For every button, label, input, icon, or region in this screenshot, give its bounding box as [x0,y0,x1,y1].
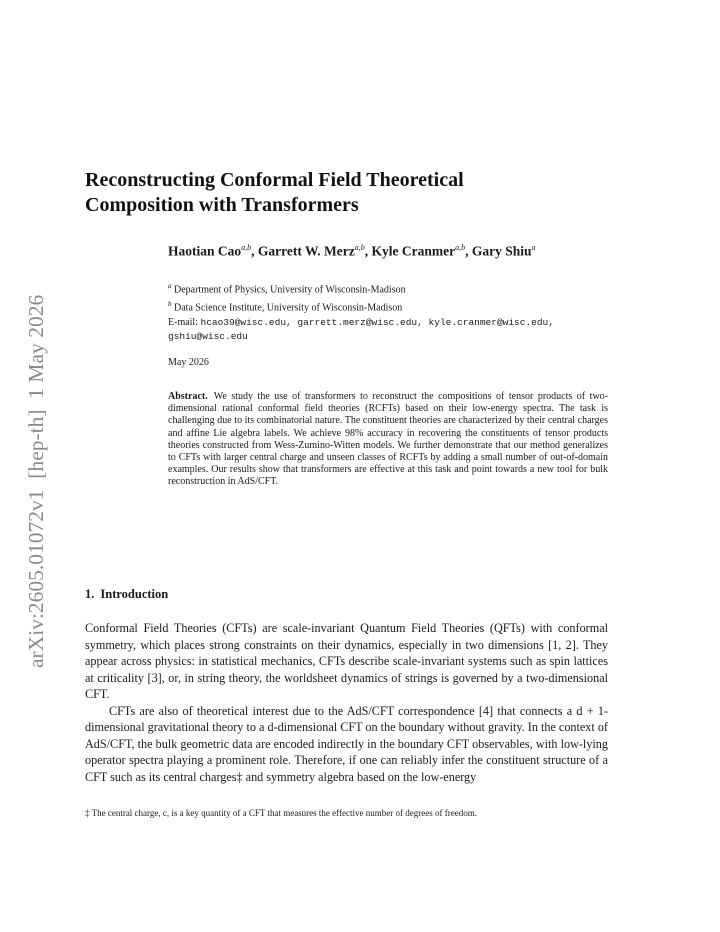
section-heading [85,587,168,602]
footnote: ‡ The central charge, c, is a key quantity of a CFT that measures the effective number of degrees of freedom. [85,808,477,818]
affiliations [168,279,608,316]
body-text [85,620,608,785]
arxiv-identifier-stamp [14,258,54,678]
section-number: 1. [85,587,95,601]
affiliation-text: Department of Physics, University of Wisconsin-Madison [174,284,406,296]
arxiv-id-text: arXiv:2605.01072v1 [hep-th] 1 May 2026 [24,294,48,668]
affiliation-item [168,279,608,297]
email-addresses: hcao39@wisc.edu, garrett.merz@wisc.edu, kyle.cranmer@wisc.edu, gshiu@wisc.edu [168,317,554,342]
abstract [168,391,608,489]
abstract-heading: Abstract. [168,391,208,402]
affiliation-mark: b [168,300,172,309]
title-line-2: Composition with Transformers [85,194,359,216]
affiliation-item [168,297,608,315]
author-name: Garrett W. Merz [257,243,355,259]
author-affil-mark: a,b [354,243,365,252]
author-affil-mark: a,b [241,243,252,252]
paragraph: CFTs are also of theoretical interest due to the AdS/CFT correspondence [4] that connects a d + 1-dimensional gravitational theory to a d-dimensional CFT on the boundary without gravity. In the context of AdS/CFT, the bulk geometric data are encoded indirectly in the boundary CFT observables, with low-lying operator spectra playing a prominent role. Therefore, if one can reliably infer the constituent structure of a CFT such as its central charges‡ and symmetry algebra based on the low-energy [85,703,608,784]
author-name: Kyle Cranmer [371,243,456,259]
arxiv-stamp-svg [14,258,54,678]
section-title: Introduction [100,587,169,601]
author-name: Gary Shiu [471,243,532,259]
publication-date: May 2026 [168,357,209,368]
author-affil-mark: a,b [455,243,466,252]
abstract-text: We study the use of transformers to reconstruct the compositions of tensor products of two-dimensional rational conformal field theories (RCFTs) based on their low-energy spectra. The task is challenging due to its combinatorial nature. The constituent theories are characterized by their central charges and affine Lie algebra labels. We achieve 98% accuracy in recovering the constituents of tensor products theories constructed from Wess-Zumino-Witten models. We further demonstrate that our method generalizes to CFTs with larger central charge and unseen classes of RCFTs by adding a small number of out-of-domain examples. Our results show that transformers are effective at this task and point towards a new tool for bulk reconstruction in AdS/CFT. [168,391,608,488]
title-line-1: Reconstructing Conformal Field Theoretical [85,169,464,191]
paragraph: Conformal Field Theories (CFTs) are scale-invariant Quantum Field Theories (QFTs) with conformal symmetry, which places strong constraints on their dynamics, especially in two dimensions [1, 2]. They appear across physics: in statistical mechanics, CFTs describe scale-invariant systems such as spin lattices at criticality [3], or, in string theory, the worldsheet dynamics of strings is governed by a two-dimensional CFT. [85,621,608,701]
email-label: E-mail: [168,317,198,328]
author-name: Haotian Cao [168,243,242,259]
email-block [168,316,608,344]
affiliation-mark: a [168,282,172,290]
paper-title [85,168,605,218]
affiliation-text: Data Science Institute, University of Wisconsin-Madison [174,302,403,314]
author-list: Haotian Cao$^{a,b}$, Garrett W. Merz$^{a,b}$, Kyle Cranmer$^{a,b}$, Gary Shiu$^a$ [168,243,536,259]
author-affil-mark: a [531,243,536,252]
